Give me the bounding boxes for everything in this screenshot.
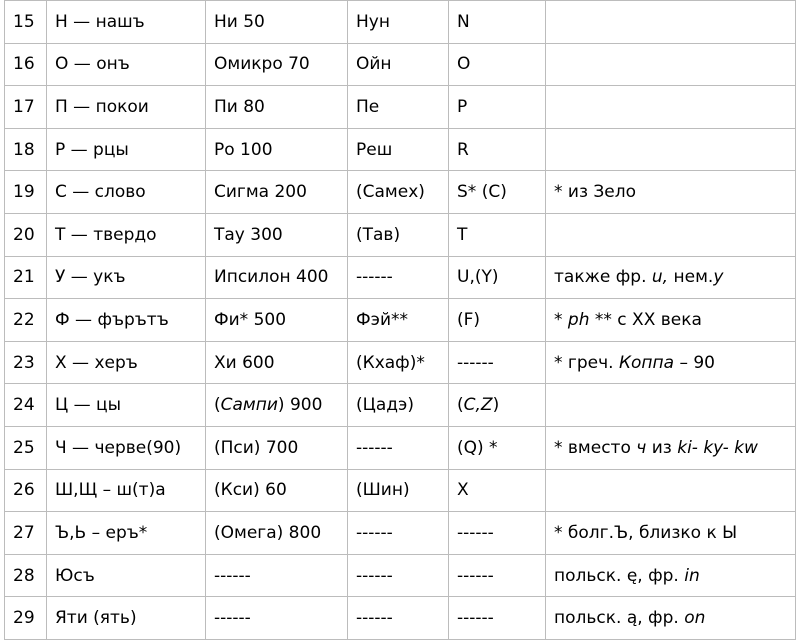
cell-text-segment: ------ <box>457 608 494 629</box>
cell-text-segment: Фи* 500 <box>214 309 287 330</box>
cell-text-segment: ------ <box>356 565 393 586</box>
cell-hebrew <box>348 171 449 214</box>
cell-text-segment: Х — херъ <box>55 352 138 373</box>
cell-text-segment: ** с XX века <box>589 309 702 330</box>
cell-text-segment: Реш <box>356 139 393 160</box>
cell-text-segment: (Самех) <box>356 182 425 203</box>
cell-text-segment: нем. <box>668 267 714 288</box>
cell-note <box>546 555 796 598</box>
cell-num: 24 <box>5 384 47 427</box>
cell-latin <box>449 86 546 129</box>
cell-text-segment: У — укъ <box>55 267 126 288</box>
cell-latin <box>449 44 546 87</box>
cell-greek <box>206 257 348 300</box>
cell-num: 25 <box>5 427 47 470</box>
table-row <box>5 342 796 385</box>
cell-text-segment: ------ <box>457 522 494 543</box>
cell-hebrew <box>348 1 449 44</box>
table-row <box>5 299 796 342</box>
cell-greek <box>206 299 348 342</box>
cell-text-segment: (Омега) 800 <box>214 522 322 543</box>
cell-text-segment: ------ <box>356 437 393 458</box>
cell-latin <box>449 299 546 342</box>
cell-text-segment: Ч — черве(90) <box>55 437 182 458</box>
cell-hebrew <box>348 597 449 640</box>
cell-note <box>546 86 796 129</box>
cell-latin <box>449 597 546 640</box>
cell-note <box>546 44 796 87</box>
cell-note <box>546 342 796 385</box>
cell-text-segment: Хи 600 <box>214 352 275 373</box>
cell-latin <box>449 384 546 427</box>
cell-letter <box>47 342 206 385</box>
table-row <box>5 257 796 300</box>
cell-text-segment: (Кхаф)* <box>356 352 425 373</box>
cell-latin <box>449 342 546 385</box>
cell-letter <box>47 171 206 214</box>
cell-note <box>546 1 796 44</box>
cell-num: 18 <box>5 129 47 172</box>
cell-num: 27 <box>5 512 47 555</box>
cell-num: 19 <box>5 171 47 214</box>
cell-text-segment: ) <box>492 395 500 416</box>
cell-text-segment: Ипсилон 400 <box>214 267 329 288</box>
cell-text-segment: Ъ,Ь – еръ* <box>55 522 148 543</box>
cell-letter <box>47 470 206 513</box>
table-row <box>5 427 796 470</box>
cell-hebrew <box>348 384 449 427</box>
cell-text-segment: (Q) * <box>457 437 498 458</box>
cell-text-segment: из <box>646 437 678 458</box>
cell-hebrew <box>348 214 449 257</box>
cell-text-segment: Р — рцы <box>55 139 129 160</box>
cell-note <box>546 257 796 300</box>
cell-text-segment: С — слово <box>55 182 146 203</box>
cell-text-segment: y <box>713 267 724 288</box>
cell-text-segment: (Шин) <box>356 480 410 501</box>
cell-letter <box>47 257 206 300</box>
cell-text-segment: польск. ę, фр. <box>554 565 685 586</box>
cell-text-segment: Пе <box>356 96 380 117</box>
table-row <box>5 214 796 257</box>
cell-letter <box>47 1 206 44</box>
cell-letter <box>47 597 206 640</box>
cell-note <box>546 597 796 640</box>
cell-greek <box>206 512 348 555</box>
cell-letter <box>47 299 206 342</box>
cell-note <box>546 470 796 513</box>
cell-text-segment: R <box>457 139 469 160</box>
cell-text-segment: C,Z <box>463 395 493 416</box>
cell-text-segment: * болг.Ъ, близко к Ы <box>554 522 738 543</box>
cell-greek <box>206 384 348 427</box>
cell-text-segment: Тау 300 <box>214 224 283 245</box>
cell-note <box>546 512 796 555</box>
cell-text-segment: ------ <box>457 352 494 373</box>
cell-hebrew <box>348 342 449 385</box>
cell-latin <box>449 512 546 555</box>
cell-text-segment: ------ <box>356 267 393 288</box>
cell-note <box>546 427 796 470</box>
table-row <box>5 86 796 129</box>
cell-text-segment: O <box>457 54 471 75</box>
cell-text-segment: (F) <box>457 309 481 330</box>
cell-num: 21 <box>5 257 47 300</box>
table-row <box>5 512 796 555</box>
cell-num: 17 <box>5 86 47 129</box>
cell-text-segment: также фр. <box>554 267 652 288</box>
cell-note <box>546 129 796 172</box>
table-row <box>5 129 796 172</box>
cell-greek <box>206 171 348 214</box>
cell-text-segment: u, <box>651 267 669 288</box>
cell-text-segment: in <box>684 565 700 586</box>
cell-greek <box>206 214 348 257</box>
cell-text-segment: * из Зело <box>554 182 637 203</box>
cell-note <box>546 384 796 427</box>
cell-greek <box>206 1 348 44</box>
cell-text-segment: – 90 <box>674 352 716 373</box>
cell-text-segment: Яти (ять) <box>55 608 137 629</box>
cell-text-segment: T <box>457 224 468 245</box>
alphabet-table <box>4 0 796 640</box>
cell-text-segment: * греч. <box>554 352 619 373</box>
cell-text-segment: (Цадэ) <box>356 395 414 416</box>
cell-num: 26 <box>5 470 47 513</box>
cell-text-segment: Пи 80 <box>214 96 265 117</box>
cell-note <box>546 214 796 257</box>
cell-latin <box>449 555 546 598</box>
cell-latin <box>449 257 546 300</box>
cell-text-segment: Ро 100 <box>214 139 273 160</box>
cell-num: 28 <box>5 555 47 598</box>
cell-text-segment: ( <box>457 395 464 416</box>
cell-hebrew <box>348 555 449 598</box>
table-row <box>5 597 796 640</box>
cell-note <box>546 171 796 214</box>
cell-greek <box>206 44 348 87</box>
cell-text-segment: P <box>457 96 468 117</box>
cell-letter <box>47 555 206 598</box>
cell-num: 23 <box>5 342 47 385</box>
cell-greek <box>206 427 348 470</box>
cell-num: 15 <box>5 1 47 44</box>
cell-text-segment: ki- ky- kw <box>677 437 758 458</box>
cell-letter <box>47 384 206 427</box>
cell-text-segment: ------ <box>214 565 251 586</box>
cell-text-segment: ( <box>214 395 221 416</box>
cell-hebrew <box>348 427 449 470</box>
cell-hebrew <box>348 299 449 342</box>
cell-text-segment: Юсъ <box>55 565 95 586</box>
cell-greek <box>206 470 348 513</box>
table-row <box>5 44 796 87</box>
cell-hebrew <box>348 44 449 87</box>
cell-text-segment: ------ <box>356 608 393 629</box>
cell-text-segment: Ш,Щ – ш(т)а <box>55 480 166 501</box>
cell-text-segment: Ойн <box>356 54 392 75</box>
cell-text-segment: X <box>457 480 469 501</box>
cell-text-segment: (Пси) 700 <box>214 437 299 458</box>
cell-hebrew <box>348 257 449 300</box>
cell-text-segment: Н — нашъ <box>55 11 145 32</box>
cell-text-segment: О — онъ <box>55 54 130 75</box>
alphabet-table-body <box>5 1 796 640</box>
cell-text-segment: ph <box>567 309 590 330</box>
cell-text-segment: * <box>554 309 568 330</box>
cell-text-segment: Омикро 70 <box>214 54 310 75</box>
cell-hebrew <box>348 129 449 172</box>
cell-text-segment: * вместо <box>554 437 637 458</box>
cell-num: 29 <box>5 597 47 640</box>
cell-text-segment: ) 900 <box>277 395 323 416</box>
cell-latin <box>449 1 546 44</box>
table-row <box>5 1 796 44</box>
cell-text-segment: Нун <box>356 11 390 32</box>
cell-text-segment: Ф — фърътъ <box>55 309 169 330</box>
cell-text-segment: Сампи <box>220 395 278 416</box>
cell-greek <box>206 129 348 172</box>
cell-text-segment: Коппа <box>618 352 675 373</box>
cell-greek <box>206 597 348 640</box>
cell-text-segment: ------ <box>214 608 251 629</box>
cell-num: 22 <box>5 299 47 342</box>
cell-letter <box>47 129 206 172</box>
table-row <box>5 171 796 214</box>
cell-greek <box>206 86 348 129</box>
cell-text-segment: ч <box>636 437 647 458</box>
cell-letter <box>47 214 206 257</box>
cell-latin <box>449 171 546 214</box>
table-row <box>5 470 796 513</box>
table-row <box>5 384 796 427</box>
cell-latin <box>449 214 546 257</box>
cell-text-segment: П — покои <box>55 96 149 117</box>
cell-text-segment: Фэй** <box>356 309 409 330</box>
cell-text-segment: Т — твердо <box>55 224 157 245</box>
cell-text-segment: (Кси) 60 <box>214 480 287 501</box>
cell-text-segment: N <box>457 11 470 32</box>
cell-text-segment: S* (C) <box>457 182 507 203</box>
cell-text-segment: Сигма 200 <box>214 182 307 203</box>
cell-latin <box>449 129 546 172</box>
cell-hebrew <box>348 86 449 129</box>
cell-text-segment: Ни 50 <box>214 11 265 32</box>
cell-text-segment: польск. ą, фр. <box>554 608 685 629</box>
cell-note <box>546 299 796 342</box>
cell-greek <box>206 555 348 598</box>
cell-hebrew <box>348 512 449 555</box>
cell-text-segment: ------ <box>457 565 494 586</box>
cell-letter <box>47 427 206 470</box>
cell-num: 16 <box>5 44 47 87</box>
cell-text-segment: ------ <box>356 522 393 543</box>
cell-hebrew <box>348 470 449 513</box>
cell-latin <box>449 470 546 513</box>
cell-text-segment: U,(Y) <box>457 267 499 288</box>
cell-letter <box>47 44 206 87</box>
cell-letter <box>47 512 206 555</box>
cell-text-segment: Ц — цы <box>55 395 121 416</box>
cell-letter <box>47 86 206 129</box>
cell-latin <box>449 427 546 470</box>
cell-text-segment: on <box>684 608 706 629</box>
cell-num: 20 <box>5 214 47 257</box>
cell-text-segment: (Тав) <box>356 224 401 245</box>
table-row <box>5 555 796 598</box>
cell-greek <box>206 342 348 385</box>
